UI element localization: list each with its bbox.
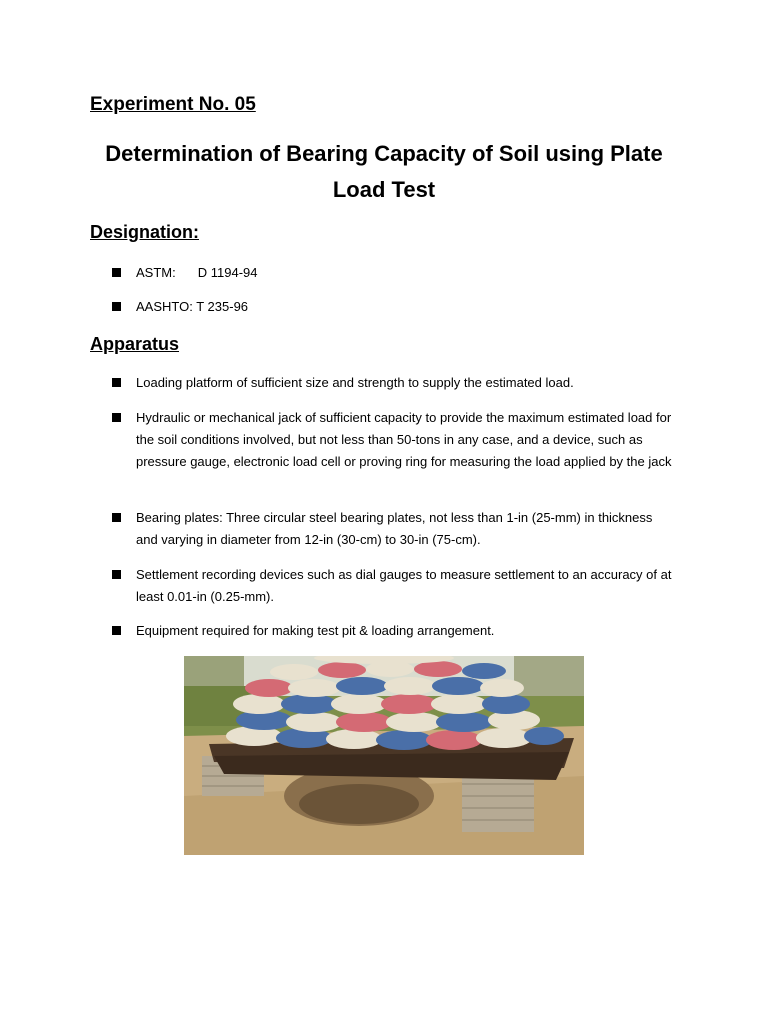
apparatus-item-bearing-plates xyxy=(112,507,672,551)
apparatus-item-text: Hydraulic or mechanical jack of sufficient capacity to provide the maximum estimated load for the soil conditions involved, but not less than 50-tons in any case, and a device, such as pressure gauge, electronic load cell or proving ring for measuring the load applied by the jack xyxy=(136,410,672,469)
designation-item-text xyxy=(136,296,672,318)
designation-value: T 235-96 xyxy=(196,299,249,314)
designation-item-text xyxy=(136,262,672,284)
square-bullet-icon xyxy=(112,570,121,579)
square-bullet-icon xyxy=(112,626,121,635)
designation-item-aashto xyxy=(112,296,672,318)
apparatus-item-text: Bearing plates: Three circular steel bearing plates, not less than 1-in (25-mm) in thickness and varying in diameter from 12-in (30-cm) to 30-in (75-cm). xyxy=(136,510,653,547)
designation-label: AASHTO: xyxy=(136,299,193,314)
apparatus-item-test-pit-equipment xyxy=(112,620,672,642)
designation-item-astm xyxy=(112,262,672,284)
apparatus-item-loading-platform xyxy=(112,372,672,394)
title-line-1: Determination of Bearing Capacity of Soil using Plate xyxy=(105,141,663,166)
apparatus-item-jack xyxy=(112,407,672,473)
experiment-number: Experiment No. 05 xyxy=(90,94,256,115)
plate-load-test-photo xyxy=(184,656,584,855)
square-bullet-icon xyxy=(112,378,121,387)
apparatus-item-settlement-devices xyxy=(112,564,672,608)
title-line-2: Load Test xyxy=(332,177,436,202)
apparatus-item-text: Loading platform of sufficient size and strength to supply the estimated load. xyxy=(136,375,574,390)
apparatus-item-text: Equipment required for making test pit & loading arrangement. xyxy=(136,623,495,638)
apparatus-heading: Apparatus xyxy=(90,334,180,354)
apparatus-item-text: Settlement recording devices such as dial gauges to measure settlement to an accuracy of at least 0.01-in (0.25-mm). xyxy=(136,567,672,604)
square-bullet-icon xyxy=(112,268,121,277)
designation-label: ASTM: xyxy=(136,265,176,280)
square-bullet-icon xyxy=(112,302,121,311)
designation-heading: Designation: xyxy=(90,222,200,242)
designation-value: D 1194-94 xyxy=(197,265,258,280)
page-title xyxy=(60,136,708,208)
square-bullet-icon xyxy=(112,413,121,422)
square-bullet-icon xyxy=(112,513,121,522)
